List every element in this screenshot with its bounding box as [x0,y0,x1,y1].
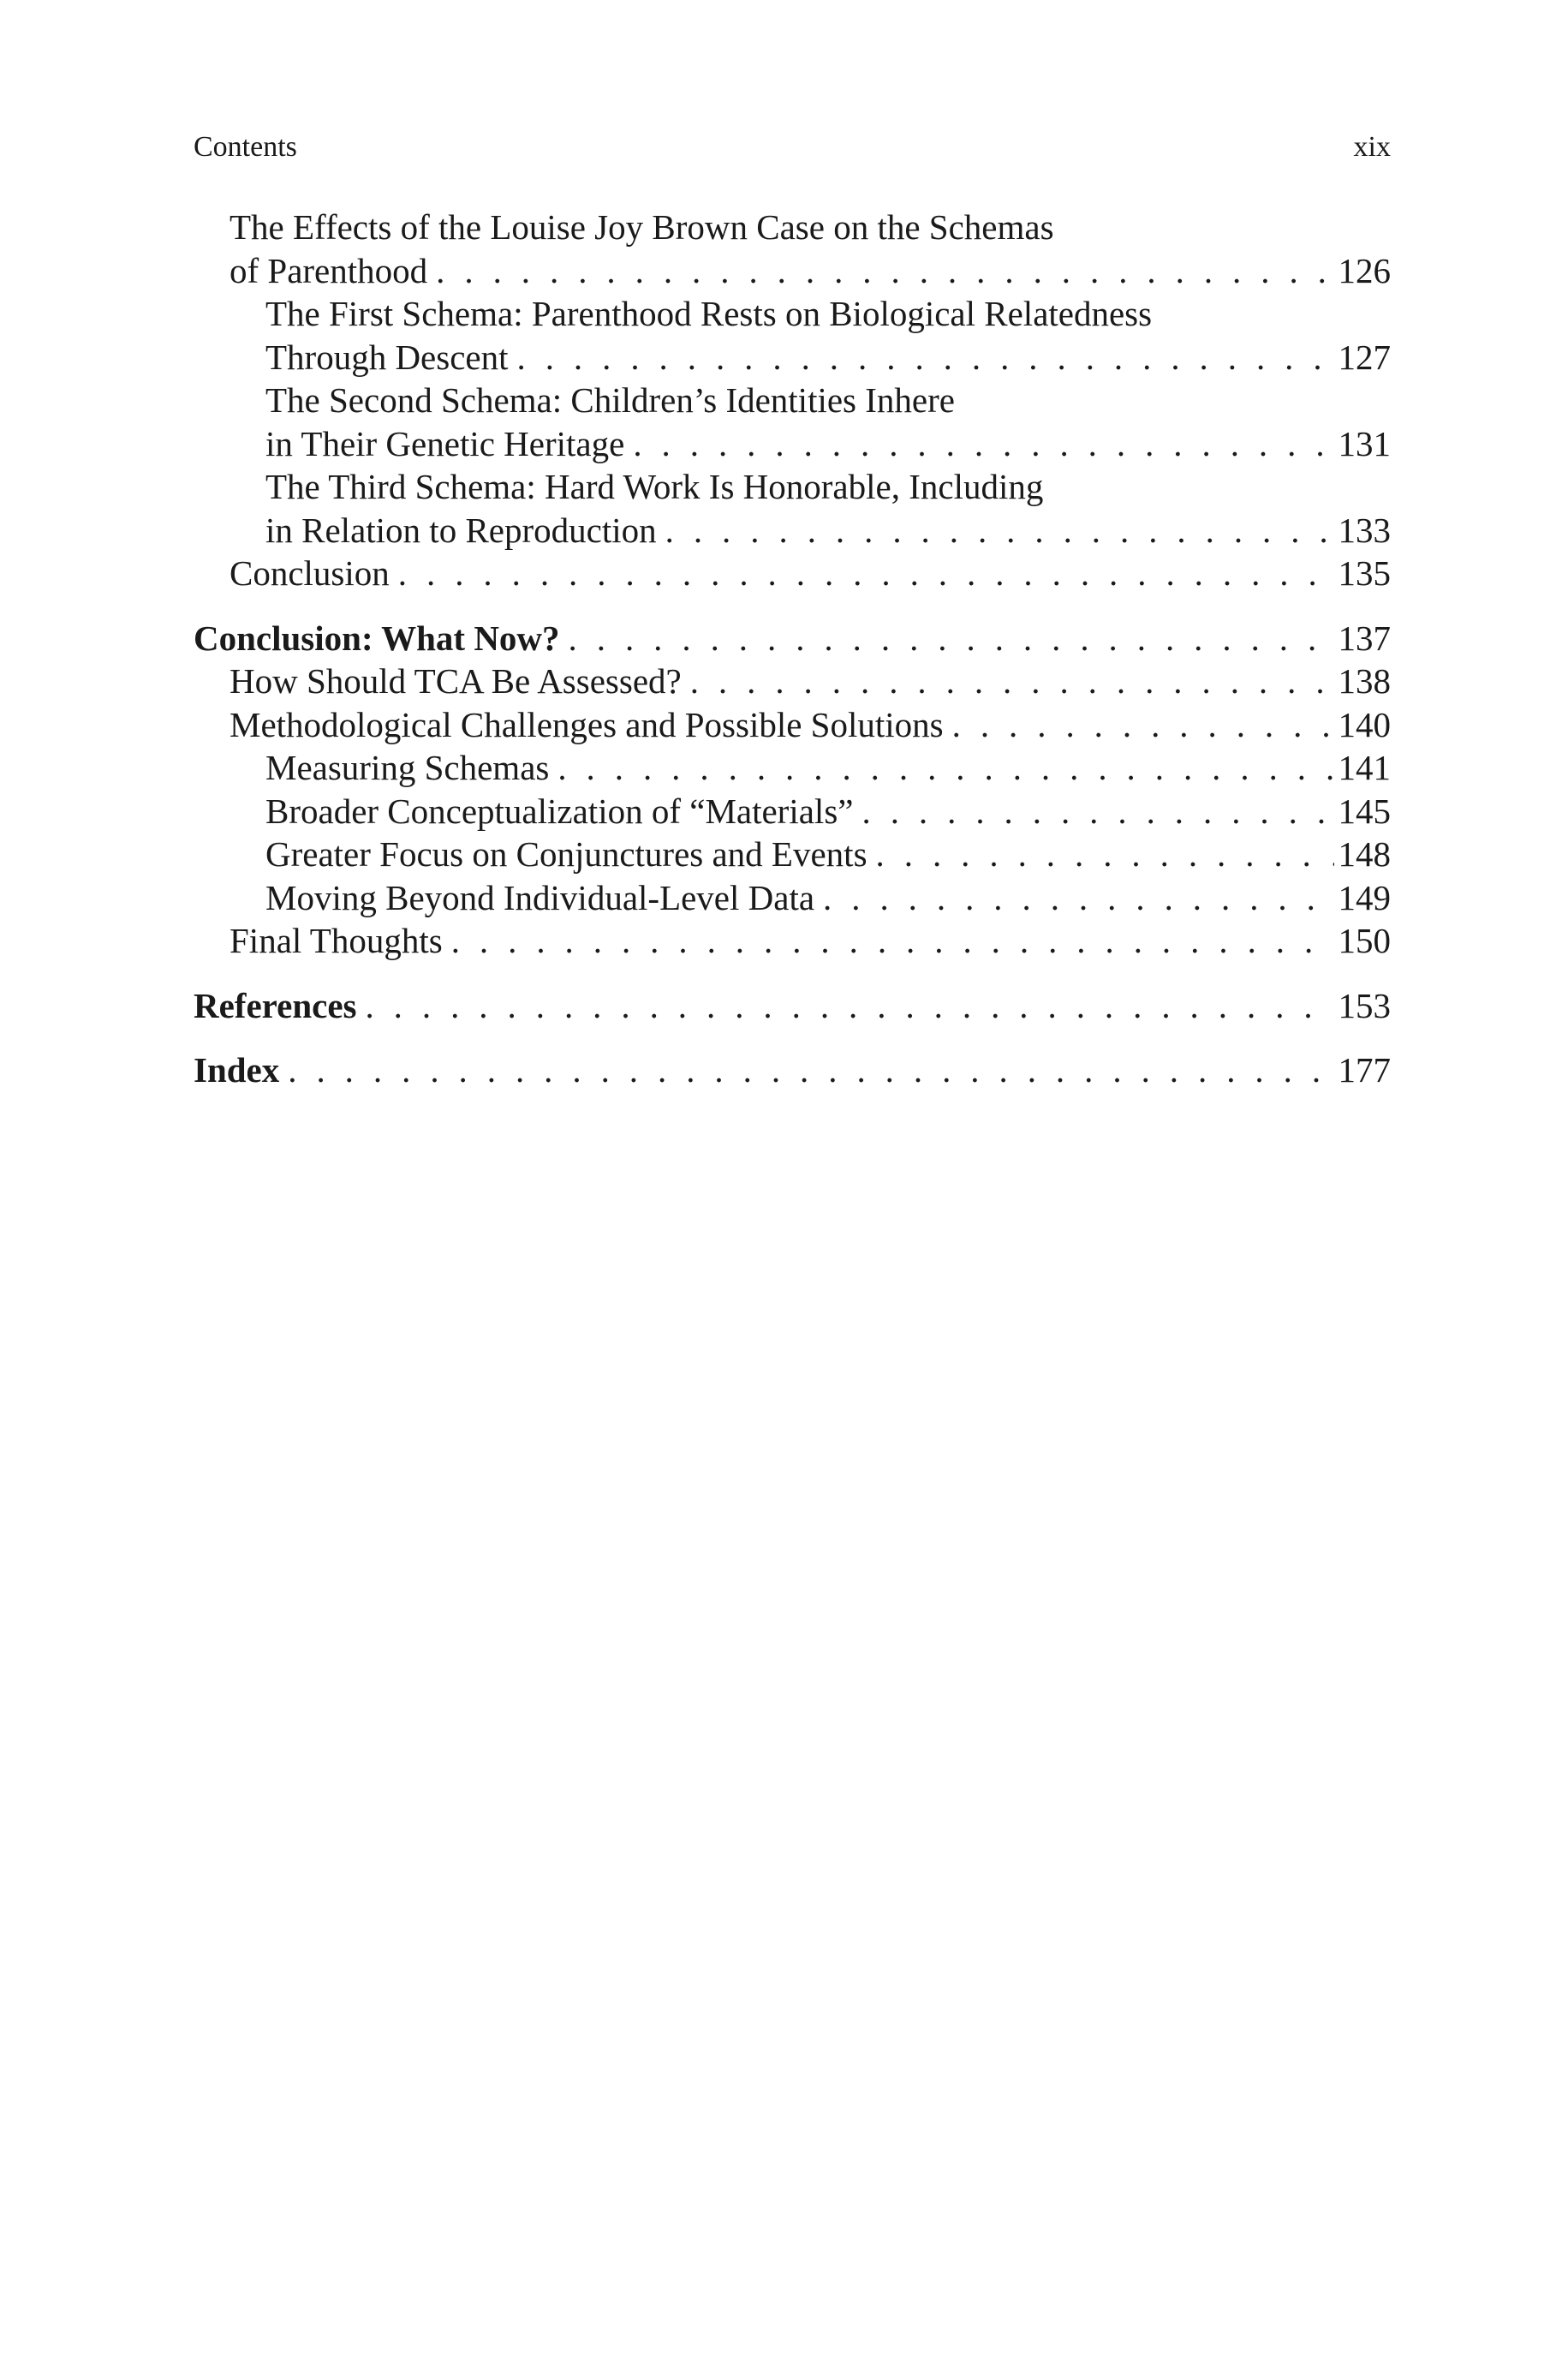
dot-leader [356,984,1334,1028]
toc-entry-title: Final Thoughts [230,921,443,960]
toc-entry-page: 140 [1338,704,1391,744]
toc-chapter-entry[interactable] [194,617,1391,660]
toc-entry-page: 141 [1338,748,1391,787]
dot-leader [682,660,1334,703]
toc-entry[interactable] [194,465,1391,552]
dot-leader [443,919,1334,963]
toc-chapter-title: Conclusion: What Now? [194,618,560,658]
dot-leader [853,790,1334,833]
toc-entry-title: Greater Focus on Conjunctures and Events [265,834,867,874]
dot-leader [560,617,1334,660]
toc-entry-title: of Parenthood [230,250,428,290]
toc-entry[interactable] [194,552,1391,595]
toc-entry-title: in Their Genetic Heritage [265,423,625,463]
toc-entry[interactable] [194,790,1391,833]
dot-leader [657,509,1334,552]
toc-entry-page: 177 [1338,1050,1391,1090]
toc-entry[interactable] [194,660,1391,703]
running-head [194,127,1391,168]
toc-chapter-title: Index [194,1050,280,1090]
toc-entry-page: 145 [1338,791,1391,831]
toc-entry-page: 126 [1338,250,1391,290]
toc-entry[interactable] [194,206,1391,292]
toc-entry-page: 137 [1338,618,1391,658]
toc-entry[interactable] [194,833,1391,876]
toc-chapter-title: References [194,985,357,1025]
table-of-contents [194,206,1391,1092]
toc-chapter-entry[interactable] [194,1048,1391,1092]
dot-leader [944,703,1334,747]
toc-entry-title: Conclusion [230,553,390,593]
toc-entry-page: 133 [1338,510,1391,550]
dot-leader [549,746,1334,790]
toc-entry[interactable] [194,703,1391,747]
dot-leader [867,833,1334,876]
toc-entry-title: How Should TCA Be Assessed? [230,661,682,701]
toc-entry-title: Broader Conceptualization of “Materials” [265,791,854,831]
dot-leader [509,336,1335,379]
toc-entry[interactable] [194,292,1391,379]
toc-entry-page: 135 [1338,553,1391,593]
toc-entry-title-line1: The Third Schema: Hard Work Is Honorable, Including [265,467,1044,506]
dot-leader [390,552,1334,595]
toc-entry-page: 153 [1338,985,1391,1025]
dot-leader [427,249,1334,293]
toc-chapter-entry[interactable] [194,984,1391,1028]
toc-entry-title-line1: The Effects of the Louise Joy Brown Case on the Schemas [230,207,1054,247]
toc-entry-page: 149 [1338,877,1391,917]
toc-entry[interactable] [194,746,1391,790]
toc-entry-page: 150 [1338,921,1391,960]
toc-entry-title-line1: The First Schema: Parenthood Rests on Biological Relatedness [265,294,1153,333]
toc-entry[interactable] [194,379,1391,465]
toc-entry-title: in Relation to Reproduction [265,510,657,550]
toc-entry-title: Through Descent [265,337,509,377]
dot-leader [279,1048,1334,1092]
toc-entry[interactable] [194,876,1391,920]
running-head-title: Contents [194,131,297,163]
toc-entry-page: 148 [1338,834,1391,874]
toc-entry-page: 138 [1338,661,1391,701]
toc-entry-title: Moving Beyond Individual-Level Data [265,877,815,917]
dot-leader [814,876,1334,920]
toc-entry-page: 127 [1338,337,1391,377]
toc-entry-page: 131 [1338,423,1391,463]
dot-leader [624,422,1334,466]
toc-entry[interactable] [194,919,1391,963]
toc-entry-title-line1: The Second Schema: Children’s Identities Inhere [265,380,955,420]
toc-entry-title: Methodological Challenges and Possible Solutions [230,704,944,744]
toc-entry-title: Measuring Schemas [265,748,550,787]
page-number: xix [1353,131,1391,163]
